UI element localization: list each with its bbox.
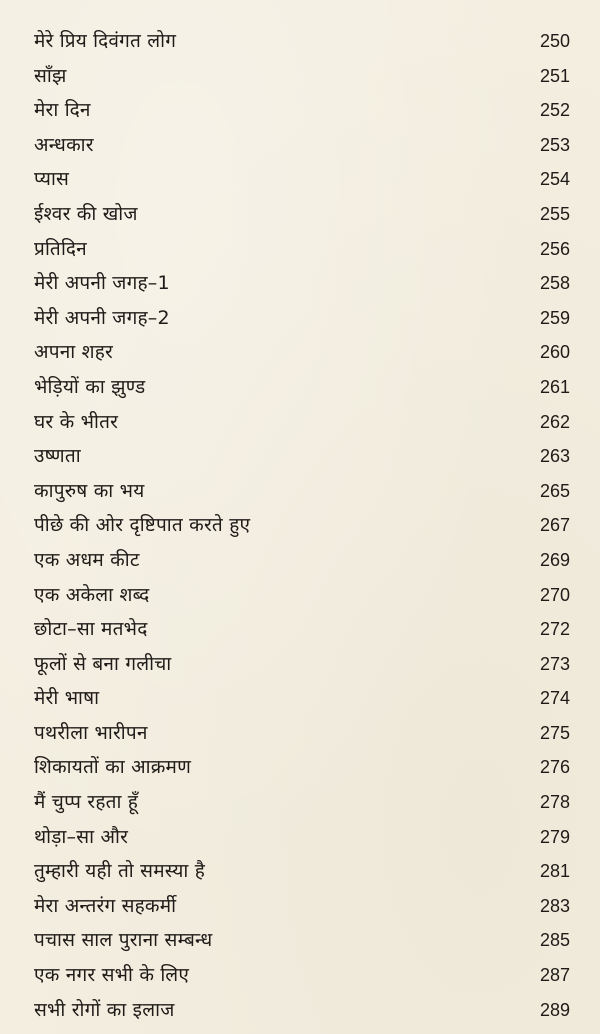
toc-entry-title: भेड़ियों का झुण्ड bbox=[34, 375, 146, 398]
toc-entry-title: साँझ bbox=[34, 64, 67, 87]
toc-entry-page-number: 250 bbox=[539, 31, 570, 51]
toc-entry-title: कापुरुष का भय bbox=[34, 479, 145, 502]
toc-entry-title: छोटा–सा मतभेद bbox=[34, 618, 148, 641]
toc-entry-title: ईश्वर की खोज bbox=[34, 202, 138, 225]
toc-entry-title: मेरी भाषा bbox=[34, 687, 100, 710]
toc-entry-page-number: 260 bbox=[539, 342, 570, 363]
toc-entry bbox=[34, 335, 570, 370]
toc-entry bbox=[34, 197, 570, 232]
toc-entry-title: शिकायतों का आक्रमण bbox=[34, 756, 192, 779]
toc-entry bbox=[34, 405, 570, 440]
toc-entry-title: पीछे की ओर दृष्टिपात करते हुए bbox=[34, 514, 251, 537]
toc-entry-page-number: 269 bbox=[539, 549, 570, 570]
toc-entry bbox=[34, 59, 570, 94]
toc-entry-page-number: 275 bbox=[539, 722, 570, 743]
toc-entry bbox=[34, 820, 570, 855]
toc-entry-title: मेरा अन्तरंग सहकर्मी bbox=[34, 894, 177, 917]
toc-entry bbox=[34, 923, 570, 958]
toc-entry-title: अपना शहर bbox=[34, 341, 113, 364]
toc-entry-page-number: 272 bbox=[539, 619, 570, 640]
toc-entry-page-number: 265 bbox=[539, 480, 570, 501]
toc-entry-page-number: 285 bbox=[539, 930, 570, 951]
toc-entry bbox=[34, 128, 570, 163]
toc-entry bbox=[34, 301, 570, 336]
toc-entry bbox=[34, 543, 570, 578]
toc-entry-page-number: 255 bbox=[539, 203, 570, 224]
toc-entry-title: मेरी अपनी जगह–2 bbox=[34, 306, 170, 329]
toc-entry-page-number: 253 bbox=[539, 134, 570, 155]
toc-entry bbox=[34, 889, 570, 924]
toc-entry-title: एक अकेला शब्द bbox=[34, 583, 150, 606]
toc-entry-page-number: 267 bbox=[539, 515, 570, 536]
toc-entry-page-number: 287 bbox=[539, 965, 570, 986]
toc-entry bbox=[34, 24, 570, 59]
toc-entry-title: अन्धकार bbox=[34, 133, 94, 156]
toc-entry bbox=[34, 716, 570, 751]
toc-entry-page-number: 270 bbox=[539, 584, 570, 605]
toc-entry bbox=[34, 93, 570, 128]
toc-entry-title: उष्णता bbox=[34, 445, 81, 468]
toc-entry-page-number: 254 bbox=[539, 169, 570, 190]
toc-entry bbox=[34, 578, 570, 613]
toc-entry-page-number: 258 bbox=[539, 273, 570, 294]
toc-entry-page-number: 256 bbox=[539, 238, 570, 259]
toc-entry-page-number: 289 bbox=[539, 999, 570, 1020]
toc-entry-page-number: 252 bbox=[539, 100, 570, 121]
toc-entry-title: प्रतिदिन bbox=[34, 237, 87, 260]
toc-entry-title: मेरा दिन bbox=[34, 99, 91, 122]
table-of-contents bbox=[34, 24, 570, 1027]
toc-entry bbox=[34, 266, 570, 301]
toc-entry-page-number: 279 bbox=[539, 826, 570, 847]
toc-entry-title: मैं चुप्प रहता हूँ bbox=[34, 791, 139, 814]
toc-entry-title: मेरे प्रिय दिवंगत लोग bbox=[34, 30, 177, 52]
toc-entry-title: सभी रोगों का इलाज bbox=[34, 998, 175, 1021]
toc-entry bbox=[34, 681, 570, 716]
toc-entry bbox=[34, 508, 570, 543]
toc-entry-title: पथरीला भारीपन bbox=[34, 721, 148, 744]
toc-entry-title: एक अधम कीट bbox=[34, 548, 140, 571]
toc-entry bbox=[34, 162, 570, 197]
toc-entry-page-number: 259 bbox=[539, 307, 570, 328]
toc-entry-page-number: 281 bbox=[539, 861, 570, 882]
toc-entry bbox=[34, 785, 570, 820]
toc-entry-page-number: 251 bbox=[539, 65, 570, 86]
toc-entry-title: एक नगर सभी के लिए bbox=[34, 964, 190, 987]
toc-entry-page-number: 278 bbox=[539, 792, 570, 813]
toc-entry-title: पचास साल पुराना सम्बन्ध bbox=[34, 929, 213, 952]
toc-entry-page-number: 273 bbox=[539, 653, 570, 674]
toc-entry-title: प्यास bbox=[34, 168, 70, 191]
toc-entry-title: मेरी अपनी जगह–1 bbox=[34, 272, 170, 295]
toc-entry-page-number: 261 bbox=[539, 376, 570, 397]
toc-entry-page-number: 262 bbox=[539, 411, 570, 432]
toc-entry-title: घर के भीतर bbox=[34, 410, 119, 433]
toc-entry-page-number: 263 bbox=[539, 446, 570, 467]
toc-entry-page-number: 283 bbox=[539, 895, 570, 916]
toc-entry-title: थोड़ा–सा और bbox=[34, 825, 129, 848]
toc-entry bbox=[34, 647, 570, 682]
toc-entry bbox=[34, 474, 570, 509]
toc-entry bbox=[34, 750, 570, 785]
toc-entry bbox=[34, 370, 570, 405]
toc-entry bbox=[34, 232, 570, 267]
toc-entry bbox=[34, 612, 570, 647]
toc-entry bbox=[34, 439, 570, 474]
toc-entry bbox=[34, 993, 570, 1028]
toc-entry bbox=[34, 958, 570, 993]
toc-entry-title: तुम्हारी यही तो समस्या है bbox=[34, 860, 206, 883]
toc-entry-page-number: 274 bbox=[539, 688, 570, 709]
toc-entry-title: फूलों से बना गलीचा bbox=[34, 652, 172, 675]
toc-entry-page-number: 276 bbox=[539, 757, 570, 778]
toc-entry bbox=[34, 854, 570, 889]
